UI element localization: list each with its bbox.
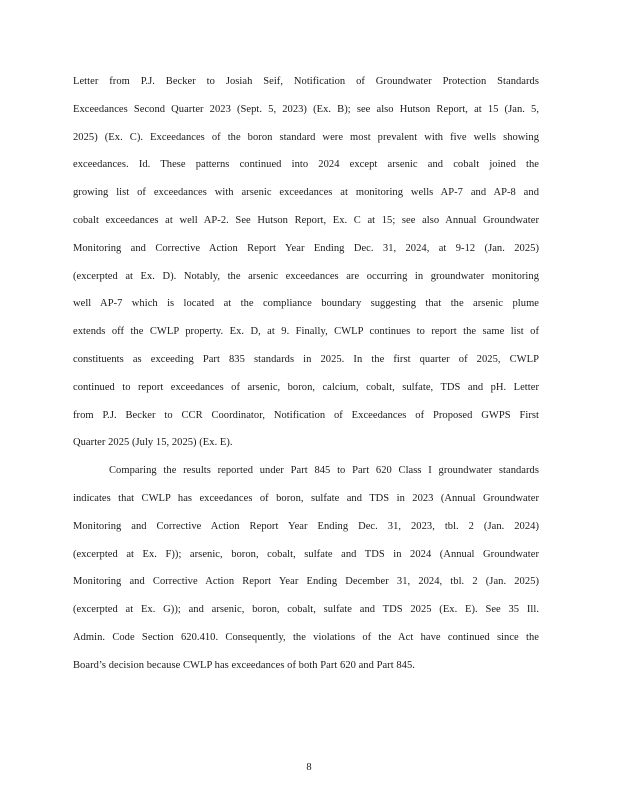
text-line: cobalt exceedances at well AP-2. See Hutson Report, Ex. C at 15; see also Annual Groundwater xyxy=(73,214,539,226)
text-line: Exceedances Second Quarter 2023 (Sept. 5, 2023) (Ex. B); see also Hutson Report, at 15 (Jan. 5, xyxy=(73,103,539,115)
text-line: (excerpted at Ex. G)); and arsenic, boron, cobalt, sulfate and TDS 2025 (Ex. E). See 35 Ill. xyxy=(73,604,539,616)
text-line: extends off the CWLP property. Ex. D, at 9. Finally, CWLP continues to report the same list of xyxy=(73,326,539,338)
text-line: Quarter 2025 (July 15, 2025) (Ex. E). xyxy=(73,437,233,449)
text-line: Monitoring and Corrective Action Report Year Ending December 31, 2024, tbl. 2 (Jan. 2025) xyxy=(73,576,539,588)
text-line: growing list of exceedances with arsenic exceedances at monitoring wells AP-7 and AP-8 and xyxy=(73,187,539,199)
text-line: Comparing the results reported under Part 845 to Part 620 Class I groundwater standards xyxy=(109,465,539,477)
text-line: well AP-7 which is located at the compliance boundary suggesting that the arsenic plume xyxy=(73,298,539,310)
text-line: indicates that CWLP has exceedances of boron, sulfate and TDS in 2023 (Annual Groundwater xyxy=(73,492,539,504)
text-line: Monitoring and Corrective Action Report Year Ending Dec. 31, 2023, tbl. 2 (Jan. 2024) xyxy=(73,520,539,532)
body-text xyxy=(73,68,539,680)
text-line: (excerpted at Ex. D). Notably, the arsenic exceedances are occurring in groundwater monitoring xyxy=(73,270,539,282)
text-line: Admin. Code Section 620.410. Consequently, the violations of the Act have continued since the xyxy=(73,631,539,643)
text-line: continued to report exceedances of arsenic, boron, calcium, cobalt, sulfate, TDS and pH. Letter xyxy=(73,381,539,393)
text-line: from P.J. Becker to CCR Coordinator, Notification of Exceedances of Proposed GWPS First xyxy=(73,409,539,421)
page-number: 8 xyxy=(306,762,312,773)
paragraph-1 xyxy=(73,68,539,457)
text-line: 2025) (Ex. C). Exceedances of the boron standard were most prevalent with five wells showing xyxy=(73,131,539,143)
text-line: Monitoring and Corrective Action Report Year Ending Dec. 31, 2024, at 9-12 (Jan. 2025) xyxy=(73,242,539,254)
text-line: (excerpted at Ex. F)); arsenic, boron, cobalt, sulfate and TDS in 2024 (Annual Groundwater xyxy=(73,548,539,560)
paragraph-2 xyxy=(73,457,539,679)
text-line: exceedances. Id. These patterns continued into 2024 except arsenic and cobalt joined the xyxy=(73,159,539,171)
text-line: constituents as exceeding Part 835 standards in 2025. In the first quarter of 2025, CWLP xyxy=(73,353,539,365)
text-line: Board’s decision because CWLP has exceedances of both Part 620 and Part 845. xyxy=(73,659,415,671)
text-line: Letter from P.J. Becker to Josiah Seif, Notification of Groundwater Protection Standards xyxy=(73,76,539,87)
